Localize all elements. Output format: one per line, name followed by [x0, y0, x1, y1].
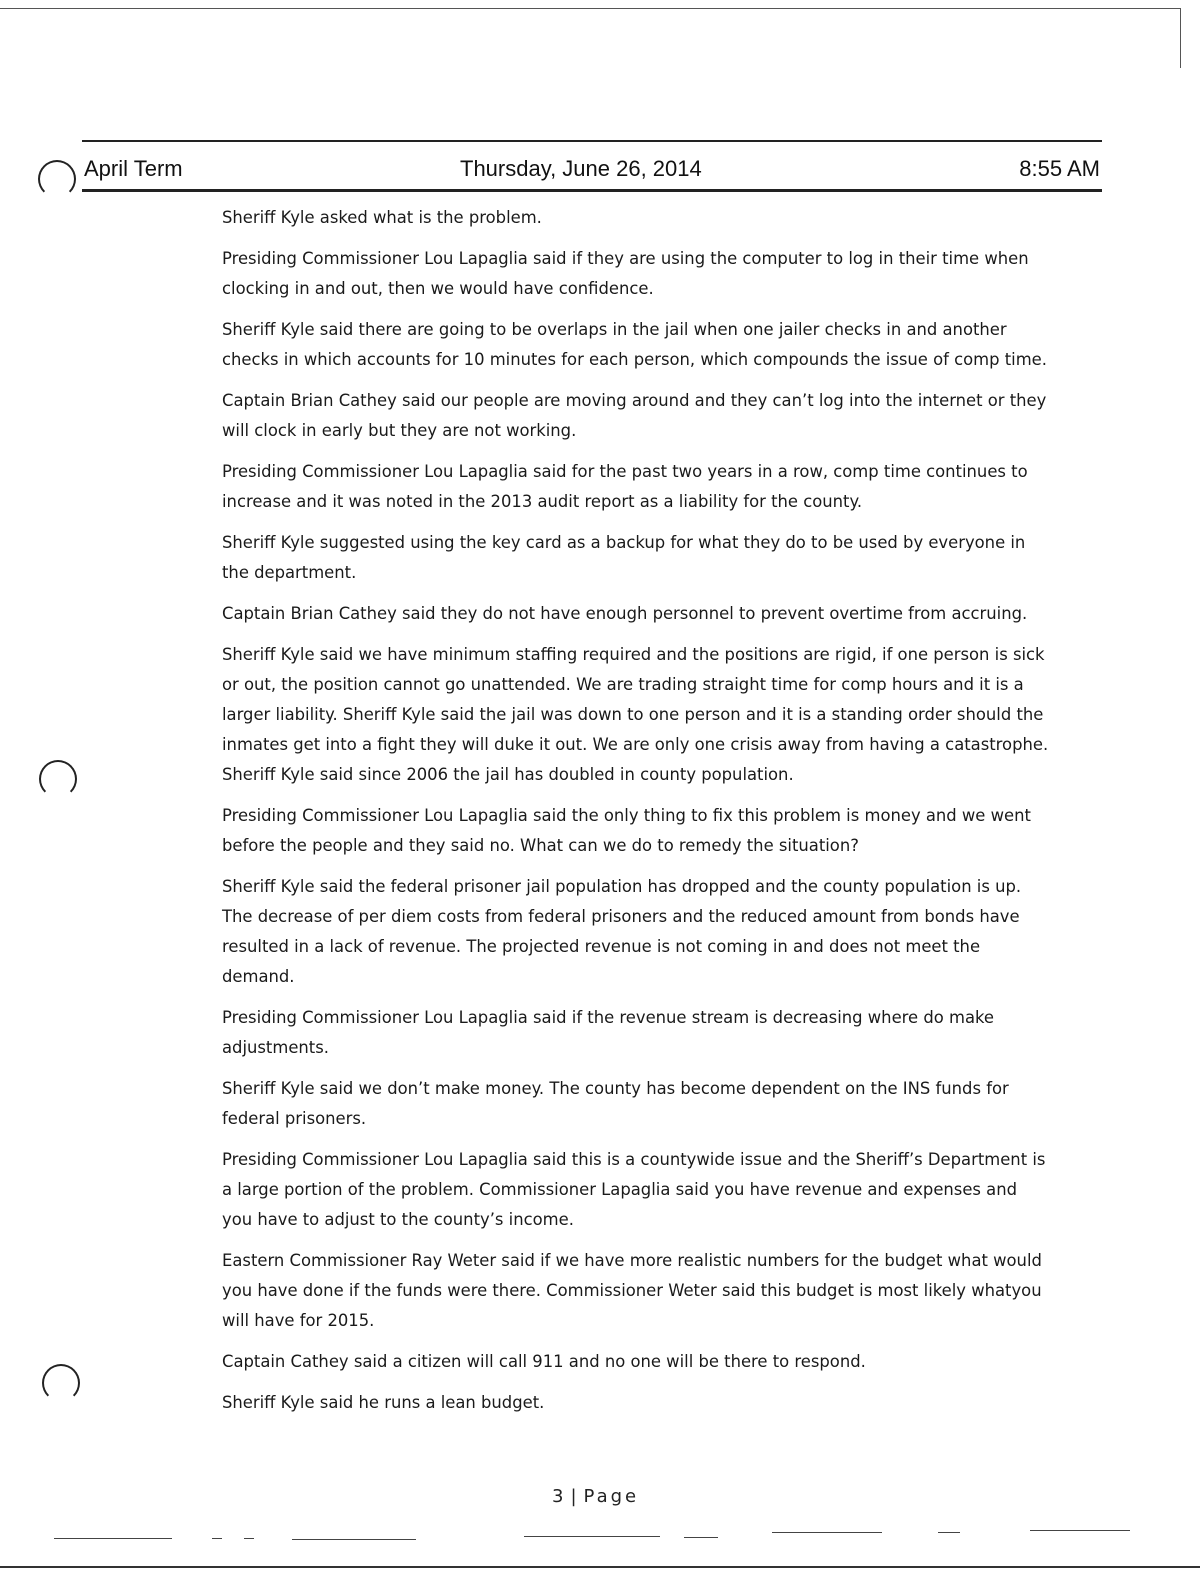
scan-edge-right [1180, 8, 1181, 68]
minutes-paragraph: Captain Cathey said a citizen will call 911 and no one will be there to respond. [222, 1352, 866, 1371]
minutes-paragraph: Presiding Commissioner Lou Lapaglia said if the revenue stream is decreasing where do make adjustments. [222, 1008, 994, 1057]
scan-mark [938, 1532, 960, 1533]
scan-mark [212, 1538, 222, 1539]
minutes-paragraph: Sheriff Kyle said we have minimum staffing required and the positions are rigid, if one person is sick or out, the position cannot go unattended. We are trading straight time for comp hours and it is a larger liability. Sheriff Kyle said the jail was down to one person and it is a standing order should the inmates get into a fight they will duke it out. We are only one crisis away from having a catastrophe. Sheriff Kyle said since 2006 the jail has doubled in county population. [222, 645, 1049, 784]
header-time: 8:55 AM [1019, 156, 1100, 181]
page-header [82, 140, 1102, 196]
header-date: Thursday, June 26, 2014 [460, 156, 702, 181]
punch-hole-top [38, 160, 76, 198]
page-separator: | [570, 1486, 580, 1507]
minutes-paragraph: Sheriff Kyle asked what is the problem. [222, 208, 542, 227]
scan-mark [244, 1538, 254, 1539]
page-label: Page [583, 1486, 640, 1507]
minutes-paragraph: Presiding Commissioner Lou Lapaglia said if they are using the computer to log in their time when clocking in and out, then we would have confidence. [222, 249, 1029, 298]
scan-mark [54, 1538, 172, 1539]
minutes-paragraph: Sheriff Kyle said there are going to be overlaps in the jail when one jailer checks in and another checks in which accounts for 10 minutes for each person, which compounds the issue of comp time. [222, 320, 1047, 369]
minutes-paragraph: Presiding Commissioner Lou Lapaglia said for the past two years in a row, comp time continues to increase and it was noted in the 2013 audit report as a liability for the county. [222, 462, 1028, 511]
minutes-paragraph: Sheriff Kyle suggested using the key card as a backup for what they do to be used by everyone in the department. [222, 533, 1026, 582]
scan-mark [684, 1537, 718, 1538]
header-rule-top [82, 140, 1102, 142]
scan-mark [1030, 1530, 1130, 1531]
scan-mark [524, 1536, 660, 1537]
minutes-paragraph: Sheriff Kyle said he runs a lean budget. [222, 1393, 545, 1412]
scan-mark [292, 1539, 416, 1540]
minutes-body [222, 203, 1052, 1429]
minutes-paragraph: Captain Brian Cathey said our people are moving around and they can’t log into the internet or they will clock in early but they are not working. [222, 391, 1047, 440]
minutes-paragraph: Captain Brian Cathey said they do not have enough personnel to prevent overtime from accruing. [222, 604, 1028, 623]
scan-edge-bottom [0, 1566, 1200, 1568]
minutes-paragraph: Sheriff Kyle said the federal prisoner jail population has dropped and the county population is up. The decrease of per diem costs from federal prisoners and the reduced amount from bonds have resulted in a lack of revenue. The projected revenue is not coming in and does not meet the demand. [222, 877, 1022, 986]
page-number: 3 [552, 1486, 567, 1507]
header-rule-bottom [82, 189, 1102, 192]
minutes-paragraph: Presiding Commissioner Lou Lapaglia said the only thing to fix this problem is money and we went before the people and they said no. What can we do to remedy the situation? [222, 806, 1031, 855]
minutes-paragraph: Presiding Commissioner Lou Lapaglia said this is a countywide issue and the Sheriff’s Department is a large portion of the problem. Commissioner Lapaglia said you have revenue and expenses and you have to adjust to the county’s income. [222, 1150, 1046, 1229]
punch-hole-bottom [42, 1364, 80, 1402]
minutes-paragraph: Eastern Commissioner Ray Weter said if we have more realistic numbers for the budget what would you have done if the funds were there. Commissioner Weter said this budget is most likely whatyou will have for 2015. [222, 1251, 1042, 1330]
punch-hole-middle [39, 760, 77, 798]
scan-mark [772, 1532, 882, 1533]
page-footer [552, 1486, 639, 1507]
minutes-paragraph: Sheriff Kyle said we don’t make money. The county has become dependent on the INS funds for federal prisoners. [222, 1079, 1009, 1128]
header-term: April Term [84, 156, 183, 181]
scan-edge-top [0, 8, 1180, 9]
